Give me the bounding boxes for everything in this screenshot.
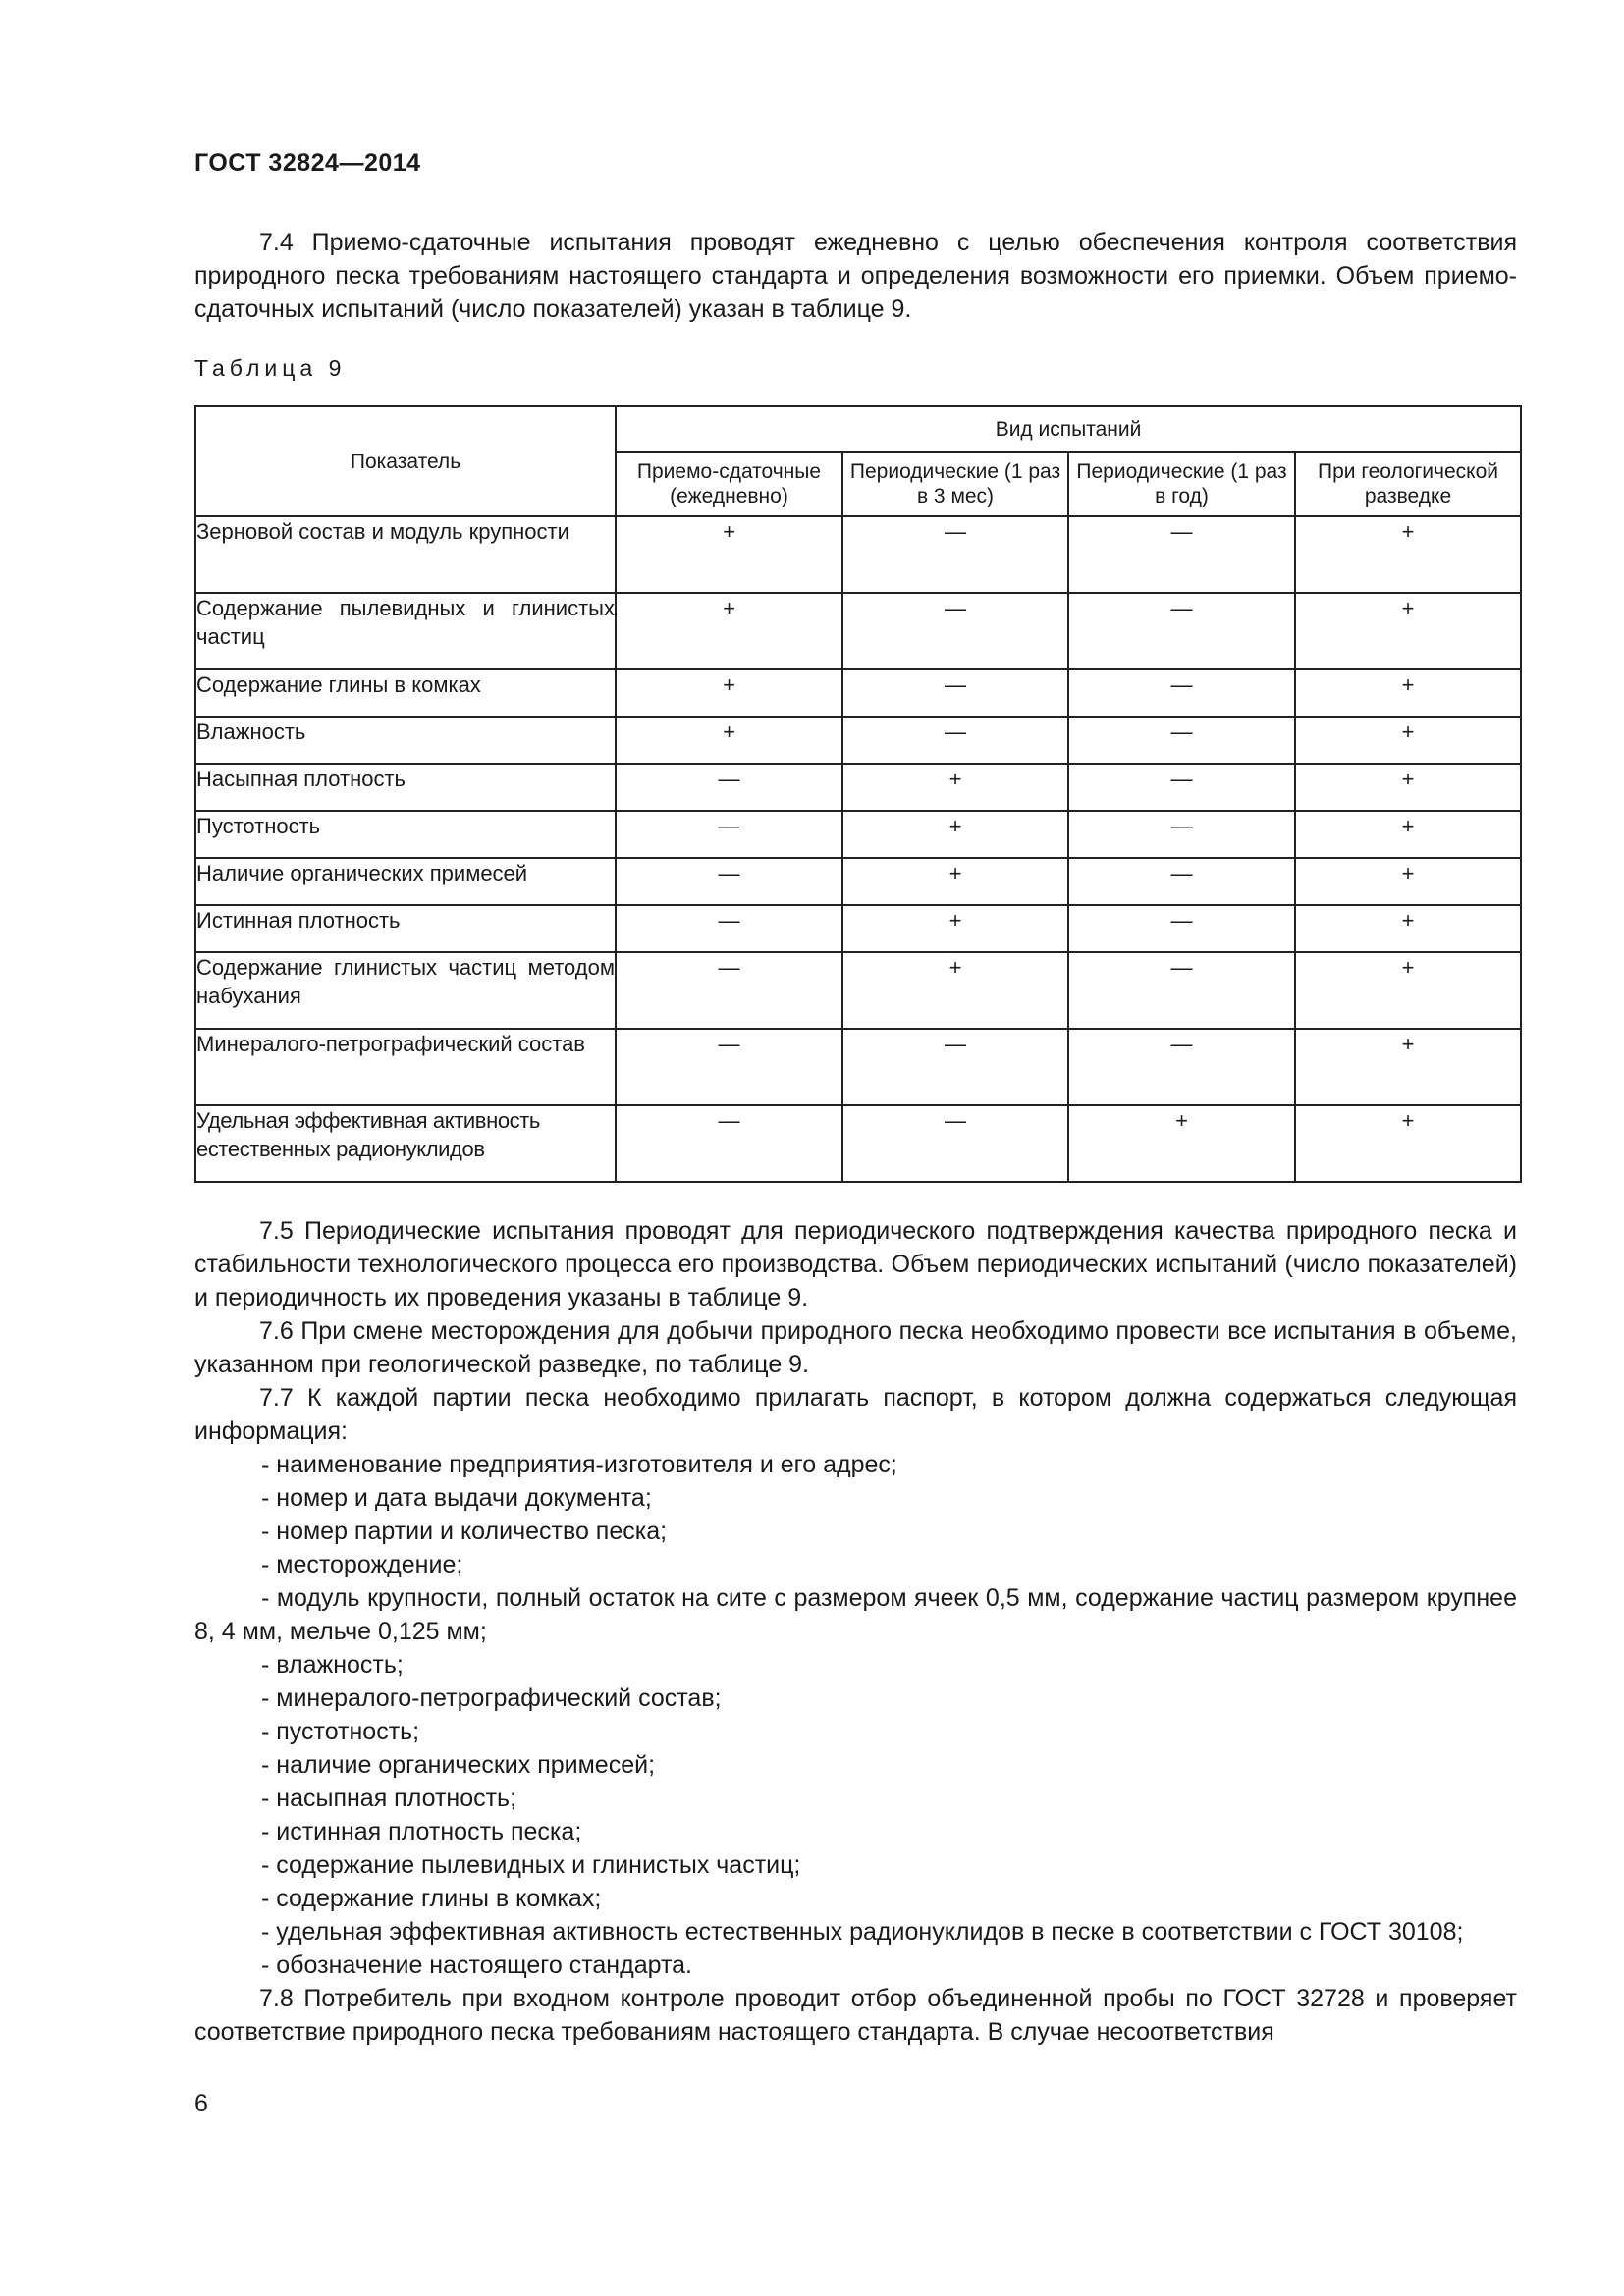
test-mark: + [1295,905,1521,952]
test-mark: — [616,764,842,811]
indicator-column-header: Показатель [195,406,616,516]
table-row [195,1105,1521,1182]
column-header-geological: При геологической разведке [1295,452,1521,516]
table-row [195,593,1521,669]
table-header-row [195,406,1521,452]
test-mark: + [1295,593,1521,669]
indicator-name: Содержание глинистых частиц методом набухания [195,952,616,1029]
test-mark: — [1068,717,1295,764]
table-row [195,811,1521,858]
test-mark: — [1068,1029,1295,1105]
test-mark: — [616,858,842,905]
table-row [195,669,1521,717]
test-mark: + [1295,1105,1521,1182]
indicator-name: Насыпная плотность [195,764,616,811]
list-item: - месторождение; [261,1551,463,1578]
test-mark: — [842,593,1068,669]
list-item: - истинная плотность песка; [261,1818,582,1845]
table-row [195,516,1521,593]
test-mark: — [616,1105,842,1182]
paragraph-7-7: 7.7 К каждой партии песка необходимо прилагать паспорт, в котором должна содержаться следующая информация: [194,1384,1517,1445]
paragraph-7-6: 7.6 При смене месторождения для добычи природного песка необходимо провести все испытания в объеме, указанном при геологической разведке, по таблице 9. [194,1317,1517,1378]
intro-section [194,226,1517,326]
paragraph-7-8: 7.8 Потребитель при входном контроле проводит отбор объединенной пробы по ГОСТ 32728 и проверяет соответствие природного песка требованиям настоящего стандарта. В случае несоответствия [194,1985,1517,2046]
test-mark: — [842,516,1068,593]
indicator-name: Содержание пылевидных и глинистых частиц [195,593,616,669]
column-header-periodic-3mo: Периодические (1 раз в 3 мес) [842,452,1068,516]
test-mark: — [616,952,842,1029]
paragraph-7-5: 7.5 Периодические испытания проводят для периодического подтверждения качества природного песка и стабильности технологического процесса его производства. Объем периодических испытаний (число показателей) и периодичность их проведения указаны в таблице 9. [194,1217,1517,1311]
test-mark: + [616,669,842,717]
table-row [195,717,1521,764]
test-mark: + [842,811,1068,858]
document-header: ГОСТ 32824—2014 [194,149,421,177]
table-caption: Таблица 9 [194,355,347,381]
indicator-name: Удельная эффективная активность естественных радионуклидов [195,1105,616,1182]
list-item: - содержание пылевидных и глинистых частиц; [261,1851,801,1879]
indicator-name: Зерновой состав и модуль крупности [195,516,616,593]
column-header-periodic-year: Периодические (1 раз в год) [1068,452,1295,516]
list-item: - наименование предприятия-изготовителя и его адрес; [261,1451,897,1478]
indicator-name: Минералого-петрографический состав [195,1029,616,1105]
table-row [195,905,1521,952]
test-mark: — [616,1029,842,1105]
test-mark: — [1068,764,1295,811]
test-mark: + [842,905,1068,952]
indicator-name: Истинная плотность [195,905,616,952]
test-mark: + [1068,1105,1295,1182]
test-mark: + [1295,717,1521,764]
list-item: - пустотность; [261,1718,420,1745]
test-mark: + [1295,952,1521,1029]
test-mark: — [1068,811,1295,858]
list-item: - номер партии и количество песка; [261,1518,668,1545]
test-mark: — [842,669,1068,717]
test-mark: + [842,858,1068,905]
paragraph-7-4: 7.4 Приемо-сдаточные испытания проводят ежедневно с целью обеспечения контроля соответствия природного песка требованиям настоящего стандарта и определения возможности его приемки. Объем приемо-сдаточных испытаний (число показателей) указан в таблице 9. [194,229,1517,323]
test-mark: + [616,516,842,593]
indicator-name: Пустотность [195,811,616,858]
test-mark: + [1295,1029,1521,1105]
test-mark: + [1295,516,1521,593]
test-mark: + [616,593,842,669]
test-mark: — [1068,952,1295,1029]
test-mark: + [1295,858,1521,905]
test-mark: — [1068,905,1295,952]
table-row [195,952,1521,1029]
test-mark: — [1068,516,1295,593]
page-number: 6 [194,2090,208,2117]
list-item: - минералого-петрографический состав; [261,1684,722,1712]
list-item: - содержание глины в комках; [261,1885,602,1912]
list-item: - обозначение настоящего стандарта. [261,1951,692,1979]
test-type-group-header: Вид испытаний [616,406,1521,452]
test-mark: — [1068,669,1295,717]
test-mark: — [616,905,842,952]
list-item: - наличие органических примесей; [261,1751,656,1779]
body-section [194,1214,1517,2049]
test-mark: + [842,764,1068,811]
test-mark: + [842,952,1068,1029]
test-mark: — [842,1029,1068,1105]
indicator-name: Содержание глины в комках [195,669,616,717]
column-header-acceptance: Приемо-сдаточные (ежедневно) [616,452,842,516]
table-row [195,1029,1521,1105]
list-item: - насыпная плотность; [261,1785,517,1812]
list-item: - модуль крупности, полный остаток на сите с размером ячеек 0,5 мм, содержание частиц размером крупнее 8, 4 мм, мельче 0,125 мм; [194,1584,1517,1645]
test-mark: — [842,717,1068,764]
list-item: - влажность; [261,1651,404,1679]
test-mark: — [842,1105,1068,1182]
table-row [195,764,1521,811]
test-mark: + [616,717,842,764]
test-mark: + [1295,811,1521,858]
test-mark: — [1068,858,1295,905]
indicator-name: Влажность [195,717,616,764]
list-item: - номер и дата выдачи документа; [261,1484,652,1512]
list-item: - удельная эффективная активность естественных радионуклидов в песке в соответствии с ГОСТ 30108; [261,1918,1464,1946]
indicator-name: Наличие органических примесей [195,858,616,905]
table-9 [194,405,1522,1183]
table-row [195,858,1521,905]
test-mark: + [1295,764,1521,811]
test-mark: + [1295,669,1521,717]
test-mark: — [1068,593,1295,669]
test-mark: — [616,811,842,858]
